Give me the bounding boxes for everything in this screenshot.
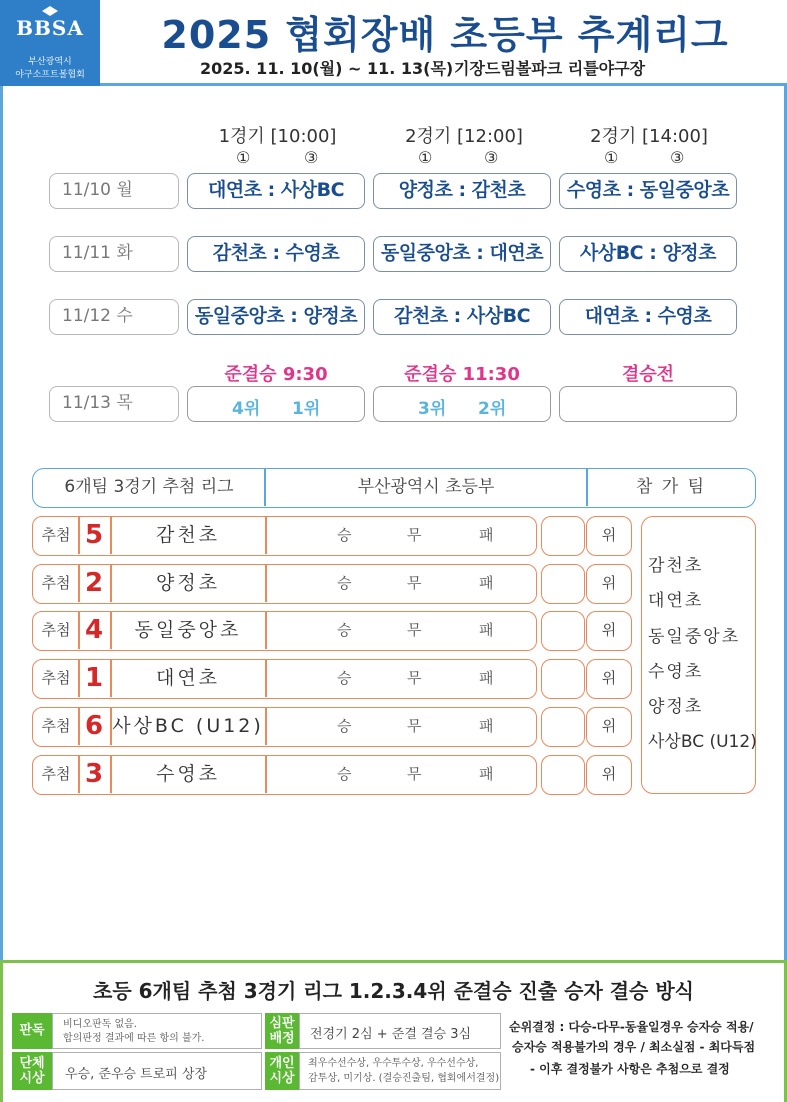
draw-number: 4: [84, 615, 104, 645]
seed-label: 1위: [292, 399, 321, 419]
match-cell: 수영초 : 동일중앙초: [559, 173, 737, 209]
match-cell: 대연초 : 사상BC: [187, 173, 365, 209]
game-2-header: 2경기 [12:00]: [405, 126, 523, 147]
header: [0, 0, 787, 86]
seed-label: 3위: [418, 399, 447, 419]
video-review-text: 비디오판독 없음.: [63, 1019, 137, 1030]
match-cell: 동일중앙초 : 대연초: [373, 236, 551, 272]
draw-number: 3: [84, 759, 104, 789]
semifinal-2-header: 준결승 11:30: [404, 364, 520, 385]
video-review-cell: [52, 1013, 262, 1049]
divider: [265, 660, 267, 697]
draw-number: 2: [84, 568, 104, 598]
umpire-text: 전경기 2심 + 준결 결승 3심: [310, 1027, 472, 1042]
team-award-text: 우승, 준우승 트로피 상장: [65, 1067, 208, 1082]
draw-result-label: 무: [407, 669, 422, 687]
match-cell: 동일중앙초 : 양정초: [187, 299, 365, 335]
divider: [265, 708, 267, 745]
team-name: 양정초: [155, 572, 221, 594]
participant-item: 양정초: [648, 697, 704, 717]
team-row: [32, 659, 537, 699]
participant-item: 감천초: [648, 556, 704, 576]
team-name: 감천초: [155, 524, 221, 546]
field-number: ①: [418, 148, 433, 167]
team-row: [32, 611, 537, 651]
participants-label: 참 가 팀: [635, 477, 707, 497]
win-label: 승: [337, 621, 352, 639]
rank-label: 위: [586, 755, 632, 795]
win-label: 승: [337, 526, 352, 544]
draw-result-label: 무: [407, 526, 422, 544]
seed-label: 4위: [232, 399, 261, 419]
league-format-label: 6개팀 3경기 추첨 리그: [64, 477, 234, 497]
rank-value-cell: [541, 564, 585, 604]
participant-item: 동일중앙초: [648, 627, 741, 647]
match-cell: 감천초 : 수영초: [187, 236, 365, 272]
draw-result-label: 무: [407, 717, 422, 735]
individual-award-text: 감투상, 미기상. (결승진출팀, 협회에서결정): [308, 1073, 500, 1084]
rank-label: 위: [586, 659, 632, 699]
umpire-cell: [299, 1013, 501, 1049]
team-name: 동일중앙초: [134, 619, 242, 641]
loss-label: 패: [479, 621, 494, 639]
date-cell: 11/13 목: [49, 386, 179, 422]
team-row: [32, 564, 537, 604]
participants-list: [641, 516, 756, 794]
participant-item: 수영초: [648, 662, 704, 682]
rank-value-cell: [541, 707, 585, 747]
ranking-rule: - 이후 결정불가 사항은 추첨으로 결정: [530, 1062, 730, 1076]
rank-label: 위: [586, 564, 632, 604]
draw-number: 1: [84, 663, 104, 693]
rank-label: 위: [586, 611, 632, 651]
field-number: ③: [484, 148, 499, 167]
field-number: ①: [236, 148, 251, 167]
team-row: [32, 707, 537, 747]
team-name: 수영초: [155, 763, 221, 785]
seed-label: 2위: [478, 399, 507, 419]
final-cell: [559, 386, 737, 422]
rank-label: 위: [586, 707, 632, 747]
draw-number: 5: [84, 520, 104, 550]
draw-label: 추첨: [41, 765, 71, 783]
participant-item: 대연초: [648, 591, 704, 611]
divider: [265, 565, 267, 602]
team-row: [32, 516, 537, 556]
individual-award-cell: [299, 1052, 501, 1090]
individual-award-label: 개인 시상: [265, 1052, 299, 1090]
final-header: 결승전: [621, 364, 675, 385]
rules-footer: [0, 960, 787, 1102]
field-number: ③: [670, 148, 685, 167]
loss-label: 패: [479, 717, 494, 735]
rank-value-cell: [541, 659, 585, 699]
loss-label: 패: [479, 669, 494, 687]
match-cell: 양정초 : 감천초: [373, 173, 551, 209]
field-number: ③: [304, 148, 319, 167]
draw-number: 6: [84, 711, 104, 741]
game-3-header: 2경기 [14:00]: [590, 126, 708, 147]
league-division-label: 부산광역시 초등부: [357, 477, 495, 497]
team-award-label: 단체 시상: [12, 1052, 52, 1090]
rank-value-cell: [541, 611, 585, 651]
draw-result-label: 무: [407, 621, 422, 639]
team-name: 대연초: [155, 667, 221, 689]
rank-value-cell: [541, 755, 585, 795]
game-1-header: 1경기 [10:00]: [218, 126, 337, 147]
win-label: 승: [337, 669, 352, 687]
league-header: [32, 468, 756, 508]
format-description: 초등 6개팀 추첨 3경기 리그 1.2.3.4위 준결승 진출 승자 결승 방식: [93, 979, 694, 1003]
logo-text: BBSA: [16, 16, 84, 40]
date-cell: 11/12 수: [49, 299, 179, 335]
team-award-cell: [52, 1052, 262, 1090]
draw-label: 추첨: [41, 621, 71, 639]
tournament-venue: 기장드림볼파크 리틀야구장: [454, 59, 646, 78]
match-cell: 감천초 : 사상BC: [373, 299, 551, 335]
divider: [265, 756, 267, 793]
field-number: ①: [604, 148, 619, 167]
win-label: 승: [337, 574, 352, 592]
match-cell: 사상BC : 양정초: [559, 236, 737, 272]
win-label: 승: [337, 765, 352, 783]
draw-result-label: 무: [407, 574, 422, 592]
tournament-dates: 2025. 11. 10(월) ~ 11. 13(목): [200, 59, 454, 78]
draw-label: 추첨: [41, 526, 71, 544]
semifinal-1-header: 준결승 9:30: [224, 364, 328, 385]
rank-value-cell: [541, 516, 585, 556]
team-name: 사상BC (U12): [112, 715, 264, 737]
video-review-text: 합의판정 결과에 따른 항의 불가.: [63, 1033, 205, 1044]
page-title: 2025 협회장배 초등부 추계리그: [161, 13, 729, 57]
logo-diamond-icon: [42, 6, 58, 16]
draw-label: 추첨: [41, 669, 71, 687]
individual-award-text: 최우수선수상, 우수투수상, 우수선수상,: [308, 1058, 479, 1069]
divider: [265, 612, 267, 649]
loss-label: 패: [479, 526, 494, 544]
ranking-rule: 승자승 적용불가의 경우 / 최소실점 - 최다득점: [512, 1040, 756, 1054]
video-review-label: 판독: [12, 1013, 52, 1049]
loss-label: 패: [479, 574, 494, 592]
match-cell: 대연초 : 수영초: [559, 299, 737, 335]
logo: [0, 0, 100, 86]
draw-result-label: 무: [407, 765, 422, 783]
logo-subtitle: 부산광역시: [28, 57, 72, 67]
semifinal-1-cell: [187, 386, 365, 422]
umpire-label: 심판 배정: [265, 1013, 299, 1049]
loss-label: 패: [479, 765, 494, 783]
date-cell: 11/11 화: [49, 236, 179, 272]
ranking-rule: 순위결정 : 다승-다무-동율일경우 승자승 적용/: [509, 1020, 754, 1034]
draw-label: 추첨: [41, 717, 71, 735]
logo-subtitle-2: 야구소프트볼협회: [15, 70, 85, 80]
rank-label: 위: [586, 516, 632, 556]
semifinal-2-cell: [373, 386, 551, 422]
draw-label: 추첨: [41, 574, 71, 592]
team-row: [32, 755, 537, 795]
win-label: 승: [337, 717, 352, 735]
participant-item: 사상BC (U12): [648, 732, 757, 752]
divider: [265, 517, 267, 554]
date-cell: 11/10 월: [49, 173, 179, 209]
